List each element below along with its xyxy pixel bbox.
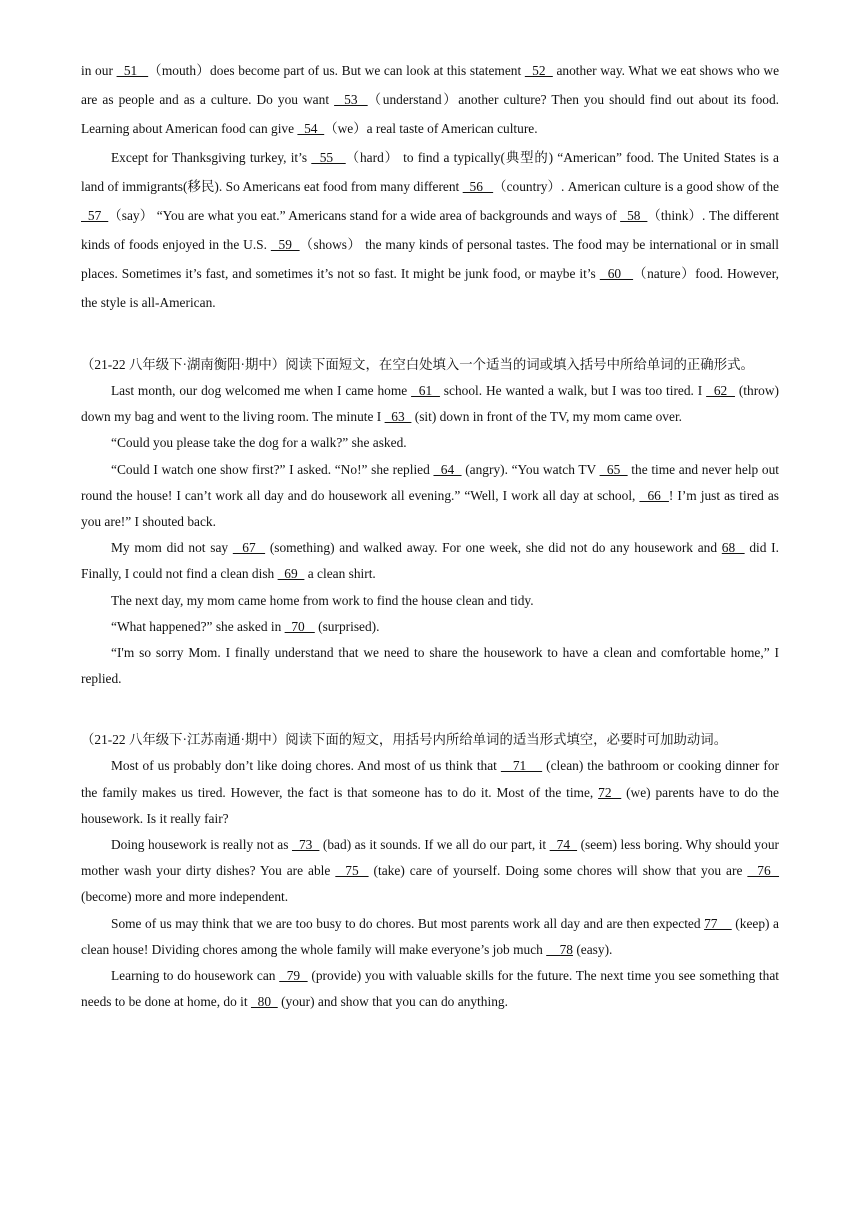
text-run: （understand）another culture? Then you should find out about its food. Learning about American food can give [81, 92, 780, 136]
paragraph [81, 378, 779, 430]
blank-number[interactable]: 68 [721, 540, 745, 556]
passage-1 [81, 56, 779, 317]
blank-number[interactable]: 60 [599, 266, 634, 281]
paragraph [81, 457, 779, 536]
paragraph [81, 963, 779, 1015]
text-run: (we) parents have to do the housework. Is it really fair? [81, 784, 780, 826]
text-run: (take) care of yourself. Doing some chores will show that you are [368, 863, 748, 879]
text-run: (become) more and more independent. [81, 889, 289, 905]
paragraph [81, 614, 779, 640]
blank-number[interactable]: 54 [297, 121, 325, 136]
blank-number[interactable]: 58 [620, 208, 648, 223]
text-run: （say） “You are what you eat.” Americans stand for a wide area of backgrounds and ways of [108, 208, 621, 223]
blank-number[interactable]: 53 [334, 92, 368, 107]
blank-number[interactable]: 59 [270, 237, 300, 252]
text-run: My mom did not say [111, 540, 233, 556]
text-run: Most of us probably don’t like doing chores. And most of us think that [111, 758, 501, 774]
text-run: (provide) you with valuable skills for the future. The next time you see something that needs to be done at home, do it [81, 968, 779, 1010]
blank-number[interactable]: 67 [232, 540, 266, 556]
blank-number[interactable]: 65 [599, 461, 628, 477]
text-run: a clean shirt. [304, 566, 376, 582]
text-run: (keep) a clean house! Dividing chores among the whole family will make everyone’s job much [81, 915, 779, 957]
blank-number[interactable]: 63 [384, 409, 412, 425]
paragraph [81, 430, 779, 456]
blank-number[interactable]: 55 [311, 150, 346, 165]
text-run: （country）. American culture is a good show of the [493, 179, 779, 194]
text-run: (throw) down my bag and went to the living room. The minute I [81, 383, 779, 425]
text-run: did I. Finally, I could not find a clean dish [81, 540, 779, 582]
blank-number[interactable]: 61 [411, 383, 440, 398]
blank-number[interactable]: 74 [549, 837, 578, 853]
blank-number[interactable]: 73 [291, 837, 320, 853]
worksheet-page [81, 56, 779, 1015]
text-run: the time and never help out round the house! I can’t work all day and do housework all evening.” “Well, I work all day at school, [81, 461, 780, 503]
paragraph [81, 640, 779, 692]
blank-number[interactable]: 66 [639, 487, 669, 503]
passage-2 [81, 378, 779, 692]
text-run: (clean) the bathroom or cooking dinner for the family makes us tired. However, the fact is that someone has to do it. Most of the time, [81, 758, 779, 800]
text-run: school. He wanted a walk, but I was too tired. I [439, 383, 707, 398]
paragraph [81, 143, 779, 317]
text-run: (bad) as it sounds. If we all do our part, it [319, 837, 550, 853]
text-run: Except for Thanksgiving turkey, it’s [111, 150, 312, 165]
text-run: “I'm so sorry Mom. I finally understand that we need to share the housework to have a clean and comfortable home,” I replied. [81, 645, 779, 687]
blank-number[interactable]: 56 [462, 179, 494, 194]
blank-number[interactable]: 52 [524, 63, 553, 78]
blank-number[interactable]: 78 [546, 941, 573, 957]
text-run: (surprised). [314, 618, 380, 634]
blank-number[interactable]: 72 [598, 784, 622, 800]
paragraph [81, 832, 779, 911]
text-run: “Could you please take the dog for a walk?” she asked. [111, 435, 407, 451]
text-run: (easy). [572, 941, 613, 957]
blank-number[interactable]: 62 [706, 383, 735, 398]
text-run: Some of us may think that we are too busy to do chores. But most parents work all day and are then expected [111, 915, 705, 931]
blank-number[interactable]: 71 [500, 758, 543, 774]
text-run: （mouth）does become part of us. But we can look at this statement [148, 63, 525, 78]
blank-number[interactable]: 79 [279, 968, 308, 984]
blank-number[interactable]: 75 [335, 863, 369, 879]
paragraph [81, 535, 779, 587]
paragraph [81, 56, 779, 143]
text-run: (angry). “You watch TV [461, 461, 600, 477]
blank-number[interactable]: 70 [284, 618, 315, 634]
text-run: （think）. The different kinds of foods enjoyed in the U.S. [81, 208, 779, 252]
text-run: another way. What we eat shows who we are as people and as a culture. Do you want [81, 63, 780, 107]
blank-number[interactable]: 69 [277, 566, 305, 582]
paragraph [81, 753, 779, 832]
text-run: (sit) down in front of the TV, my mom came over. [411, 409, 683, 425]
blank-number[interactable]: 80 [250, 994, 278, 1010]
blank-number[interactable]: 51 [116, 63, 149, 78]
text-run: Learning to do housework can [111, 968, 280, 984]
text-run: （shows） the many kinds of personal tastes. The food may be international or in small places. Sometimes it’s fast, and sometimes it’s not so fast. It might be junk food, or maybe it’s [81, 237, 780, 281]
blank-number[interactable]: 64 [433, 461, 462, 477]
text-run: (something) and walked away. For one week, she did not do any housework and [265, 540, 722, 556]
paragraph [81, 588, 779, 614]
text-run: （hard） to find a typically(典型的) “American” food. The United States is a land of immigrants(移民). So Americans eat food from many different [81, 150, 779, 194]
text-run: ! I’m just as tired as you are!” I shouted back. [81, 487, 780, 530]
text-run: （we）a real taste of American culture. [324, 121, 538, 136]
text-run: “What happened?” she asked in [111, 618, 285, 634]
text-run: “Could I watch one show first?” I asked. “No!” she replied [111, 461, 434, 477]
blank-number[interactable]: 77 [704, 915, 732, 931]
text-run: in our [81, 63, 117, 78]
text-run: (seem) less boring. Why should your mother wash your dirty dishes? You are able [81, 837, 779, 879]
text-run: （nature）food. However, the style is all-American. [81, 266, 779, 310]
section-2-heading: （21-22 八年级下·湖南衡阳·期中）阅读下面短文，在空白处填入一个适当的词或填入括号中所给单词的正确形式。 [81, 357, 754, 372]
text-run: The next day, my mom came home from work to find the house clean and tidy. [111, 592, 534, 608]
text-run: Last month, our dog welcomed me when I came home [111, 383, 412, 398]
blank-number[interactable]: 57 [81, 208, 109, 223]
blank-number[interactable]: 76 [747, 863, 780, 879]
text-run: Doing housework is really not as [111, 837, 292, 853]
paragraph [81, 911, 779, 963]
section-3-heading: （21-22 八年级下·江苏南通·期中）阅读下面的短文，用括号内所给单词的适当形式填空，必要时可加助动词。 [81, 732, 728, 748]
passage-3 [81, 753, 779, 1015]
text-run: (your) and show that you can do anything. [277, 994, 508, 1010]
